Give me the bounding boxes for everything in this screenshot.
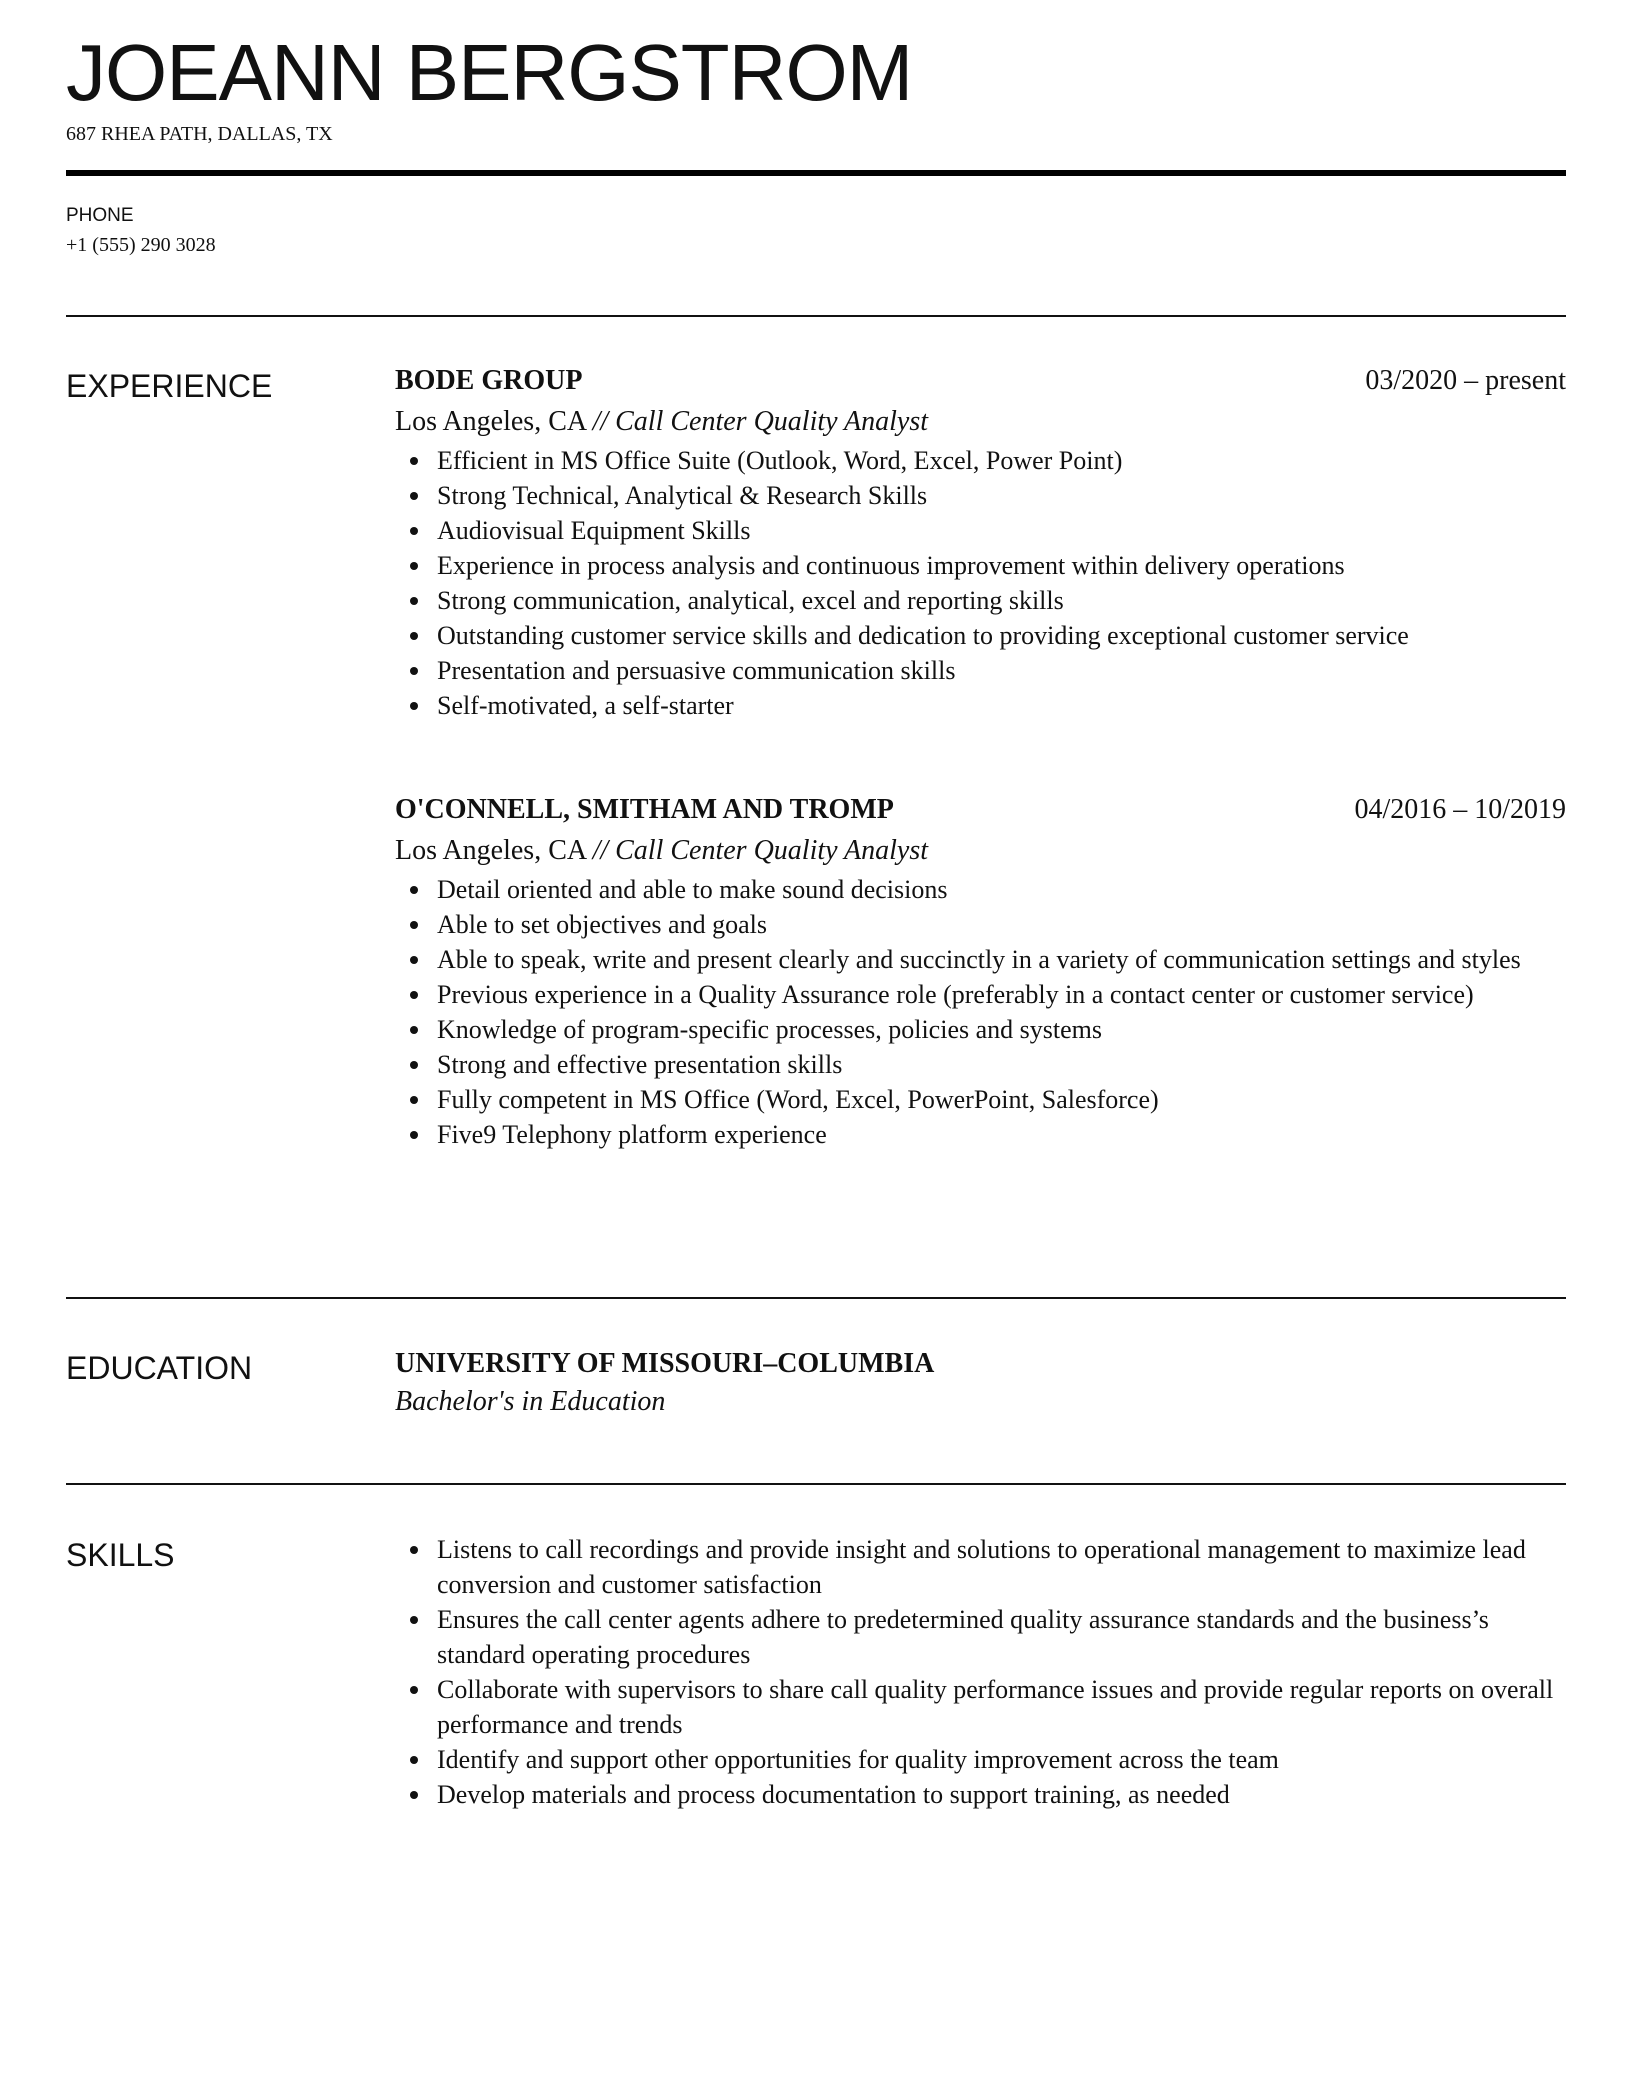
job-bullet: Knowledge of program-specific processes, policies and systems (437, 1012, 1566, 1047)
job-bullet-list (395, 872, 1566, 1152)
job-role: Call Center Quality Analyst (615, 406, 929, 437)
job-separator: // (592, 406, 609, 437)
experience-section-title: EXPERIENCE (66, 368, 273, 404)
job-bullet: Detail oriented and able to make sound decisions (437, 872, 1566, 907)
skill-bullet: Identify and support other opportunities for quality improvement across the team (437, 1742, 1566, 1777)
education-school: UNIVERSITY OF MISSOURI–COLUMBIA (395, 1348, 935, 1379)
job-subtitle (395, 403, 1566, 441)
phone-label: PHONE (66, 205, 134, 226)
section-divider (66, 315, 1566, 317)
job-bullet: Audiovisual Equipment Skills (437, 513, 1566, 548)
job-bullet: Able to set objectives and goals (437, 907, 1566, 942)
job-bullet: Able to speak, write and present clearly and succinctly in a variety of communication settings and styles (437, 942, 1566, 977)
job-location: Los Angeles, CA (395, 406, 586, 437)
candidate-address: 687 RHEA PATH, DALLAS, TX (66, 123, 333, 145)
job-bullet: Previous experience in a Quality Assurance role (preferably in a contact center or customer service) (437, 977, 1566, 1012)
job-bullet: Strong communication, analytical, excel and reporting skills (437, 583, 1566, 618)
education-section-title: EDUCATION (66, 1350, 253, 1386)
job-bullet: Presentation and persuasive communication skills (437, 653, 1566, 688)
education-degree: Bachelor's in Education (395, 1386, 666, 1417)
job-bullet: Strong Technical, Analytical & Research Skills (437, 478, 1566, 513)
candidate-name: JOEANN BERGSTROM (66, 28, 913, 117)
section-divider (66, 1297, 1566, 1299)
header-divider (66, 170, 1566, 176)
job-dates: 03/2020 – present (1365, 365, 1566, 396)
skill-bullet: Listens to call recordings and provide insight and solutions to operational management to maximize lead conversion and customer satisfaction (437, 1532, 1566, 1602)
phone-value: +1 (555) 290 3028 (66, 234, 216, 256)
job-bullet: Five9 Telephony platform experience (437, 1117, 1566, 1152)
section-divider (66, 1483, 1566, 1485)
job-bullet-list (395, 443, 1566, 723)
job-company: O'CONNELL, SMITHAM AND TROMP (395, 794, 894, 825)
job-entry (395, 792, 1566, 1152)
skill-bullet: Ensures the call center agents adhere to predetermined quality assurance standards and the business’s standard operating procedures (437, 1602, 1566, 1672)
skills-section-title: SKILLS (66, 1537, 175, 1573)
skills-bullet-list (395, 1532, 1566, 1812)
job-entry (395, 363, 1566, 723)
job-role: Call Center Quality Analyst (615, 835, 929, 866)
job-company: BODE GROUP (395, 365, 583, 396)
skills-entry (395, 1532, 1566, 1812)
job-bullet: Experience in process analysis and continuous improvement within delivery operations (437, 548, 1566, 583)
job-bullet: Self-motivated, a self-starter (437, 688, 1566, 723)
skill-bullet: Develop materials and process documentation to support training, as needed (437, 1777, 1566, 1812)
job-bullet: Efficient in MS Office Suite (Outlook, Word, Excel, Power Point) (437, 443, 1566, 478)
job-dates: 04/2016 – 10/2019 (1354, 794, 1566, 825)
job-location: Los Angeles, CA (395, 835, 586, 866)
job-separator: // (592, 835, 609, 866)
education-entry (395, 1345, 1566, 1421)
job-subtitle (395, 832, 1566, 870)
job-bullet: Fully competent in MS Office (Word, Excel, PowerPoint, Salesforce) (437, 1082, 1566, 1117)
job-bullet: Outstanding customer service skills and dedication to providing exceptional customer service (437, 618, 1566, 653)
job-bullet: Strong and effective presentation skills (437, 1047, 1566, 1082)
skill-bullet: Collaborate with supervisors to share call quality performance issues and provide regular reports on overall performance and trends (437, 1672, 1566, 1742)
